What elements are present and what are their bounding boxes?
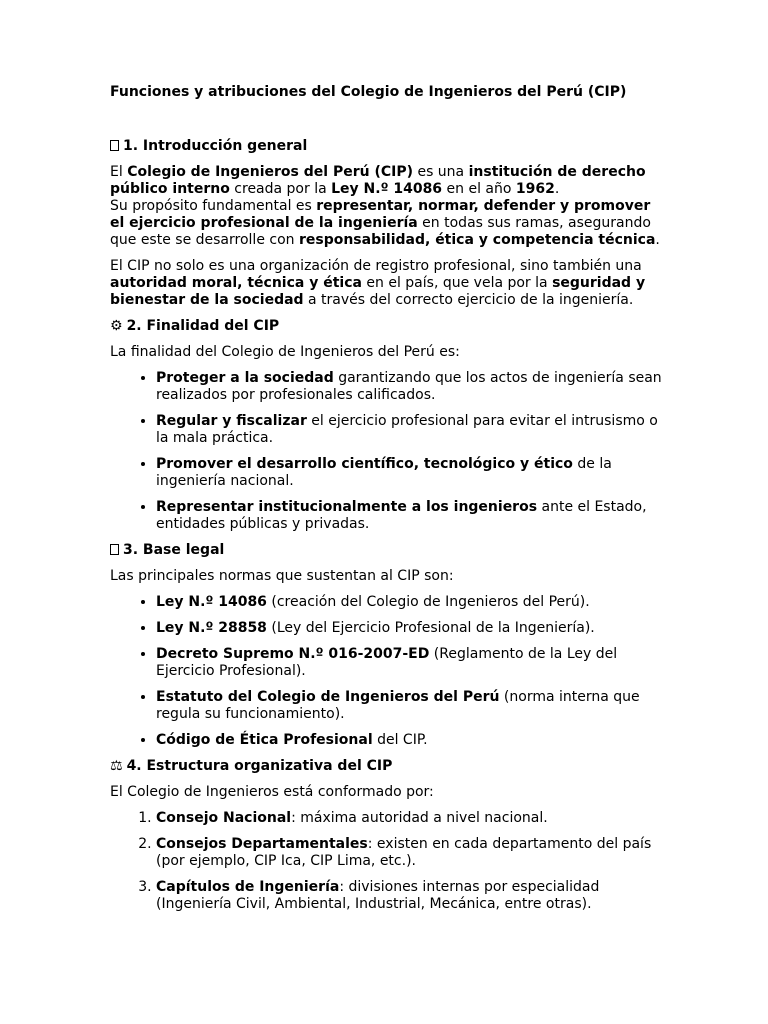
finalidad-list bbox=[110, 370, 666, 533]
scales-icon: ⚖ bbox=[110, 758, 123, 774]
document-icon bbox=[110, 544, 119, 555]
section-intro-base-legal: Las principales normas que sustentan al CIP son: bbox=[110, 568, 454, 584]
list-item: • Promover el desarrollo científico, tecnológico y ético de la ingeniería nacional. bbox=[156, 456, 666, 490]
list-item: • Código de Ética Profesional del CIP. bbox=[156, 732, 666, 749]
document-page bbox=[110, 84, 666, 913]
list-item: 2. Consejos Departamentales: existen en cada departamento del país (por ejemplo, CIP Ica, CIP Lima, etc.). bbox=[156, 836, 666, 870]
list-item: • Regular y fiscalizar el ejercicio profesional para evitar el intrusismo o la mala práctica. bbox=[156, 413, 666, 447]
gear-icon: ⚙ bbox=[110, 318, 123, 334]
list-item: • Decreto Supremo N.º 016-2007-ED (Reglamento de la Ley del Ejercicio Profesional). bbox=[156, 646, 666, 680]
section-heading-text: 4. Estructura organizativa del CIP bbox=[126, 758, 393, 774]
section-heading-estructura bbox=[110, 758, 666, 775]
list-item: • Estatuto del Colegio de Ingenieros del Perú (norma interna que regula su funcionamiento). bbox=[156, 689, 666, 723]
section-heading-base-legal bbox=[110, 542, 666, 559]
list-item: 3. Capítulos de Ingeniería: divisiones internas por especialidad (Ingeniería Civil, Ambiental, Industrial, Mecánica, entre otras). bbox=[156, 879, 666, 913]
paragraph-intro-3: El CIP no solo es una organización de registro profesional, sino también una autoridad moral, técnica y ética en el país, que vela por la seguridad y bienestar de la sociedad a través del correcto ejercicio de la ingeniería. bbox=[110, 258, 646, 308]
list-item: • Proteger a la sociedad garantizando que los actos de ingeniería sean realizados por profesionales calificados. bbox=[156, 370, 666, 404]
base-legal-list bbox=[110, 594, 666, 749]
list-item: • Representar institucionalmente a los ingenieros ante el Estado, entidades públicas y privadas. bbox=[156, 499, 666, 533]
list-item: • Ley N.º 28858 (Ley del Ejercicio Profesional de la Ingeniería). bbox=[156, 620, 666, 637]
document-icon bbox=[110, 140, 119, 151]
section-heading-text: 3. Base legal bbox=[123, 542, 225, 558]
section-heading-introduccion bbox=[110, 138, 666, 155]
document-title: Funciones y atribuciones del Colegio de Ingenieros del Perú (CIP) bbox=[110, 84, 627, 100]
list-item: 1. Consejo Nacional: máxima autoridad a nivel nacional. bbox=[156, 810, 666, 827]
section-heading-text: 1. Introducción general bbox=[123, 138, 308, 154]
section-intro-estructura: El Colegio de Ingenieros está conformado por: bbox=[110, 784, 434, 800]
list-item: • Ley N.º 14086 (creación del Colegio de Ingenieros del Perú). bbox=[156, 594, 666, 611]
estructura-list bbox=[110, 810, 666, 913]
section-intro-finalidad: La finalidad del Colegio de Ingenieros del Perú es: bbox=[110, 344, 460, 360]
paragraph-intro-1: El Colegio de Ingenieros del Perú (CIP) es una institución de derecho público interno creada por la Ley N.º 14086 en el año 1962. bbox=[110, 164, 646, 197]
section-heading-text: 2. Finalidad del CIP bbox=[126, 318, 280, 334]
section-heading-finalidad bbox=[110, 318, 666, 335]
paragraph-intro-2: Su propósito fundamental es representar, normar, defender y promover el ejercicio profesional de la ingeniería en todas sus ramas, asegurando que este se desarrolle con responsabilidad, ética y competencia técnica. bbox=[110, 198, 660, 248]
